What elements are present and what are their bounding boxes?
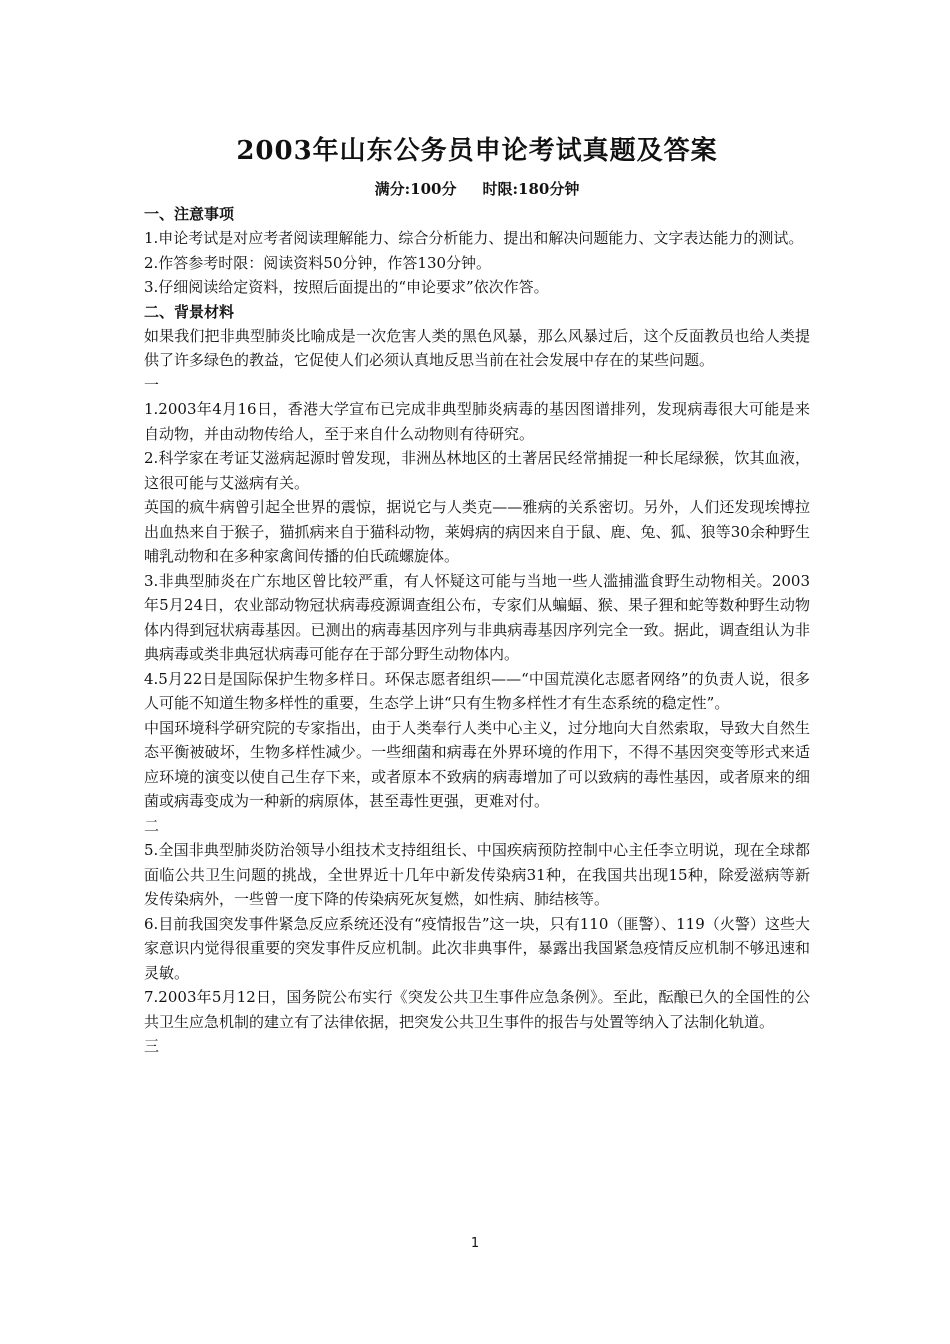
score-label: 满分:100分 bbox=[374, 180, 457, 198]
material-paragraph: 英国的疯牛病曾引起全世界的震惊，据说它与人类克——雅病的关系密切。另外，人们还发现埃博拉出血热来自于猴子，猫抓病来自于猫科动物，莱姆病的病因来自于鼠、鹿、兔、狐、狼等30余种野生哺乳动物和在多种家禽间传播的伯氏疏螺旋体。 bbox=[144, 498, 810, 565]
material-paragraph: 2.科学家在考证艾滋病起源时曾发现，非洲丛林地区的土著居民经常捕捉一种长尾绿猴，饮其血液，这很可能与艾滋病有关。 bbox=[144, 449, 810, 492]
document-title: 2003年山东公务员申论考试真题及答案 bbox=[236, 136, 718, 166]
part-marker-three: 三 bbox=[144, 1037, 160, 1055]
note-item: 1.申论考试是对应考者阅读理解能力、综合分析能力、提出和解决问题能力、文字表达能力的测试。 bbox=[144, 229, 804, 247]
exam-meta bbox=[144, 178, 810, 200]
note-item: 3.仔细阅读给定资料，按照后面提出的“申论要求”依次作答。 bbox=[144, 278, 549, 296]
material-paragraph: 1.2003年4月16日，香港大学宣布已完成非典型肺炎病毒的基因图谱排列，发现病毒很大可能是来自动物，并由动物传给人，至于来自什么动物则有待研究。 bbox=[144, 400, 810, 443]
material-paragraph: 7.2003年5月12日，国务院公布实行《突发公共卫生事件应急条例》。至此，酝酿已久的全国性的公共卫生应急机制的建立有了法律依据，把突发公共卫生事件的报告与处置等纳入了法制化轨道。 bbox=[144, 988, 810, 1031]
time-limit-label: 时限:180分钟 bbox=[482, 180, 580, 198]
material-paragraph: 中国环境科学研究院的专家指出，由于人类奉行人类中心主义，过分地向大自然索取，导致大自然生态平衡被破坏，生物多样性减少。一些细菌和病毒在外界环境的作用下，不得不基因突变等形式来适应环境的演变以使自己生存下来，或者原本不致病的病毒增加了可以致病的毒性基因，或者原来的细菌或病毒变成为一种新的病原体，甚至毒性更强，更难对付。 bbox=[144, 718, 810, 810]
background-intro: 如果我们把非典型肺炎比喻成是一次危害人类的黑色风暴，那么风暴过后，这个反面教员也给人类提供了许多绿色的教益，它促使人们必须认真地反思当前在社会发展中存在的某些问题。 bbox=[144, 326, 810, 369]
material-paragraph: 4.5月22日是国际保护生物多样日。环保志愿者组织——“中国荒漠化志愿者网络”的负责人说，很多人可能不知道生物多样性的重要，生态学上讲“只有生物多样性才有生态系统的稳定性”。 bbox=[144, 669, 810, 712]
material-paragraph: 6.目前我国突发事件紧急反应系统还没有“疫情报告”这一块，只有110（匪警）、119（火警）这些大家意识内觉得很重要的突发事件反应机制。此次非典事件，暴露出我国紧急疫情反应机制不够迅速和灵敏。 bbox=[144, 914, 810, 982]
part-marker-one: 一 bbox=[144, 375, 160, 394]
section-heading-background: 二、背景材料 bbox=[144, 302, 235, 321]
material-paragraph: 5.全国非典型肺炎防治领导小组技术支持组组长、中国疾病预防控制中心主任李立明说，现在全球都面临公共卫生问题的挑战，全世界近十几年中新发传染病31种，在我国共出现15种，除爱滋病等新发传染病外，一些曾一度下降的传染病死灰复燃，如性病、肺结核等。 bbox=[144, 841, 810, 908]
material-paragraph: 3.非典型肺炎在广东地区曾比较严重，有人怀疑这可能与当地一些人滥捕滥食野生动物相关。2003年5月24日，农业部动物冠状病毒疫源调查组公布，专家们从蝙蝠、猴、果子狸和蛇等数种野生动物体内得到冠状病毒基因。已测出的病毒基因序列与非典病毒基因序列完全一致。据此，调查组认为非典病毒或类非典冠状病毒可能存在于部分野生动物体内。 bbox=[144, 571, 810, 663]
part-marker-two: 二 bbox=[144, 816, 160, 835]
page-number: 1 bbox=[470, 1236, 480, 1251]
section-heading-notes: 一、注意事项 bbox=[144, 205, 235, 223]
note-item: 2.作答参考时限：阅读资料50分钟，作答130分钟。 bbox=[144, 253, 492, 272]
document-page bbox=[144, 130, 810, 1059]
